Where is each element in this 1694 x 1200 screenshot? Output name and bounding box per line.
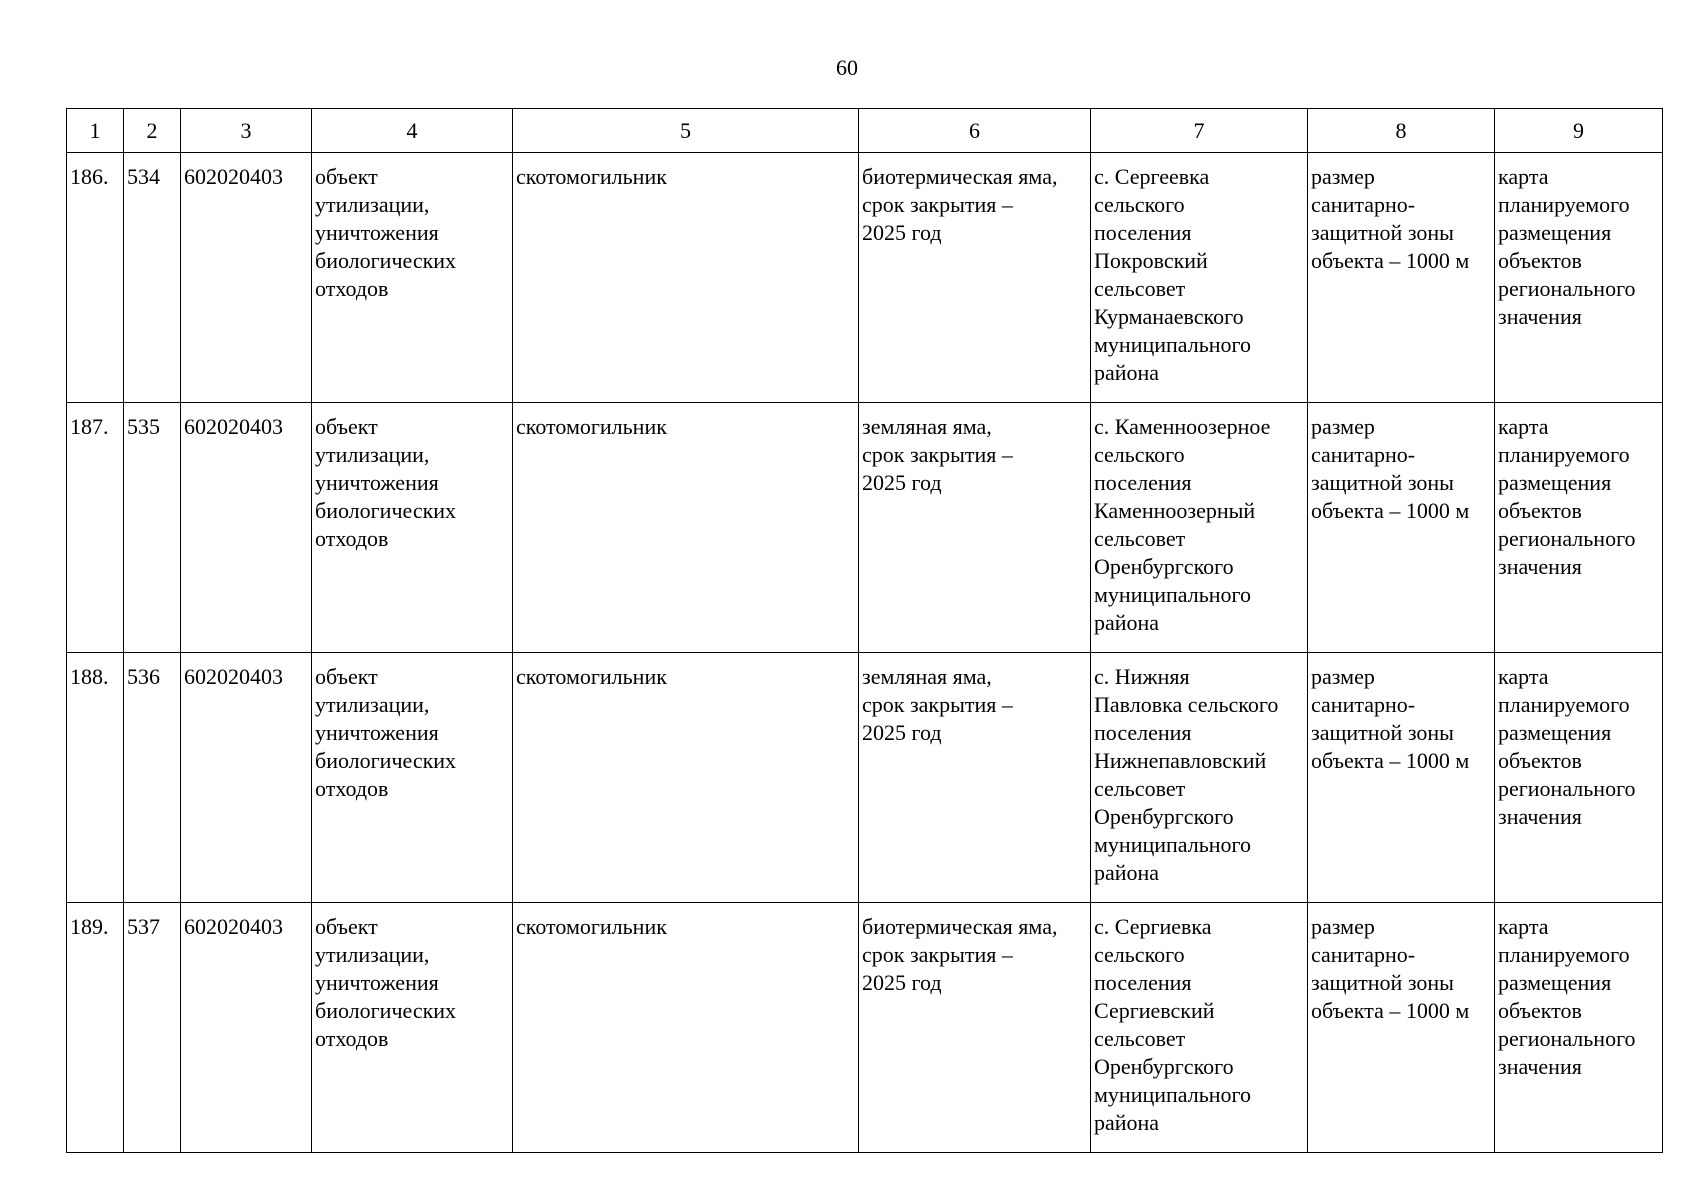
- row-number-cell: [67, 153, 124, 403]
- characteristics-cell: [859, 153, 1091, 403]
- object-name: скотомогильник: [516, 414, 667, 439]
- characteristics-cell: [859, 903, 1091, 1153]
- row-code: 602020403: [184, 664, 283, 689]
- header-cell-3: 3: [181, 109, 312, 153]
- table-row: [67, 653, 1663, 903]
- row-code: 602020403: [184, 914, 283, 939]
- row-id: 536: [127, 664, 160, 689]
- data-table: [66, 108, 1663, 1153]
- header-cell-6: 6: [859, 109, 1091, 153]
- object-type-cell: [312, 153, 513, 403]
- object-type: объект утилизации, уничтожения биологических отходов: [315, 164, 457, 301]
- row-number: 188.: [70, 664, 109, 689]
- row-code: 602020403: [184, 414, 283, 439]
- location-cell: [1091, 153, 1308, 403]
- row-number-cell: [67, 653, 124, 903]
- header-cell-5: 5: [513, 109, 859, 153]
- object-type-cell: [312, 653, 513, 903]
- characteristics: земляная яма, срок закрытия – 2025 год: [862, 664, 1013, 745]
- object-name: скотомогильник: [516, 164, 667, 189]
- table-row: [67, 903, 1663, 1153]
- location-cell: [1091, 653, 1308, 903]
- table-body: [67, 153, 1663, 1153]
- table-header: [67, 109, 1663, 153]
- characteristics: биотермическая яма, срок закрытия – 2025 год: [862, 914, 1058, 995]
- table-row: [67, 153, 1663, 403]
- row-number: 189.: [70, 914, 109, 939]
- map-reference: карта планируемого размещения объектов регионального значения: [1498, 414, 1636, 579]
- object-name-cell: [513, 653, 859, 903]
- row-id: 534: [127, 164, 160, 189]
- header-cell-9: 9: [1495, 109, 1663, 153]
- zone-cell: [1308, 653, 1495, 903]
- row-number-cell: [67, 403, 124, 653]
- zone: размер санитарно- защитной зоны объекта – 1000 м: [1311, 164, 1470, 273]
- location-cell: [1091, 903, 1308, 1153]
- page-number: 60: [836, 55, 858, 80]
- zone-cell: [1308, 403, 1495, 653]
- row-id: 537: [127, 914, 160, 939]
- table-row: [67, 403, 1663, 653]
- header-cell-4: 4: [312, 109, 513, 153]
- object-type-cell: [312, 403, 513, 653]
- object-name: скотомогильник: [516, 914, 667, 939]
- map-cell: [1495, 903, 1663, 1153]
- object-name-cell: [513, 153, 859, 403]
- characteristics: земляная яма, срок закрытия – 2025 год: [862, 414, 1013, 495]
- header-cell-8: 8: [1308, 109, 1495, 153]
- object-type: объект утилизации, уничтожения биологических отходов: [315, 664, 457, 801]
- header-cell-7: 7: [1091, 109, 1308, 153]
- location: с. Нижняя Павловка сельского поселения Нижнепавловский сельсовет Оренбургского муниципального района: [1094, 664, 1279, 885]
- object-type: объект утилизации, уничтожения биологических отходов: [315, 414, 457, 551]
- zone: размер санитарно- защитной зоны объекта – 1000 м: [1311, 664, 1470, 773]
- object-name: скотомогильник: [516, 664, 667, 689]
- row-code-cell: [181, 903, 312, 1153]
- row-id: 535: [127, 414, 160, 439]
- map-reference: карта планируемого размещения объектов регионального значения: [1498, 664, 1636, 829]
- header-cell-2: 2: [124, 109, 181, 153]
- location: с. Сергеевка сельского поселения Покровский сельсовет Курманаевского муниципального района: [1094, 164, 1252, 385]
- map-cell: [1495, 653, 1663, 903]
- object-name-cell: [513, 903, 859, 1153]
- zone-cell: [1308, 153, 1495, 403]
- zone: размер санитарно- защитной зоны объекта – 1000 м: [1311, 914, 1470, 1023]
- row-id-cell: [124, 903, 181, 1153]
- location: с. Сергиевка сельского поселения Сергиевский сельсовет Оренбургского муниципального района: [1094, 914, 1252, 1135]
- header-row: [67, 109, 1663, 153]
- row-number-cell: [67, 903, 124, 1153]
- location-cell: [1091, 403, 1308, 653]
- map-reference: карта планируемого размещения объектов регионального значения: [1498, 914, 1636, 1079]
- characteristics-cell: [859, 653, 1091, 903]
- characteristics: биотермическая яма, срок закрытия – 2025 год: [862, 164, 1058, 245]
- zone-cell: [1308, 903, 1495, 1153]
- map-cell: [1495, 153, 1663, 403]
- map-cell: [1495, 403, 1663, 653]
- row-id-cell: [124, 403, 181, 653]
- row-code: 602020403: [184, 164, 283, 189]
- zone: размер санитарно- защитной зоны объекта – 1000 м: [1311, 414, 1470, 523]
- map-reference: карта планируемого размещения объектов регионального значения: [1498, 164, 1636, 329]
- object-name-cell: [513, 403, 859, 653]
- object-type: объект утилизации, уничтожения биологических отходов: [315, 914, 457, 1051]
- characteristics-cell: [859, 403, 1091, 653]
- row-code-cell: [181, 153, 312, 403]
- row-code-cell: [181, 653, 312, 903]
- object-type-cell: [312, 903, 513, 1153]
- row-id-cell: [124, 653, 181, 903]
- header-cell-1: 1: [67, 109, 124, 153]
- row-code-cell: [181, 403, 312, 653]
- row-number: 186.: [70, 164, 109, 189]
- location: с. Каменноозерное сельского поселения Каменноозерный сельсовет Оренбургского муниципального района: [1094, 414, 1271, 635]
- row-number: 187.: [70, 414, 109, 439]
- row-id-cell: [124, 153, 181, 403]
